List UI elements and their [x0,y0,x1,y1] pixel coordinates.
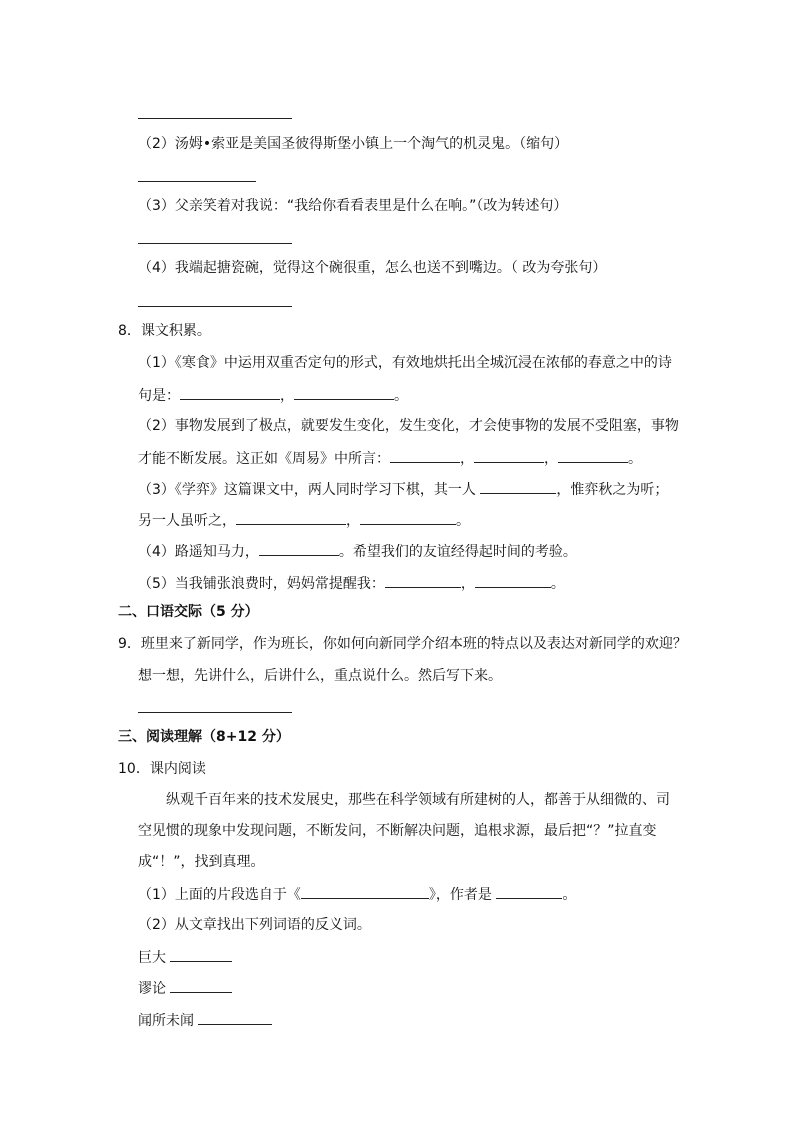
antonym-word: 谬论 [138,981,166,997]
period: 。 [456,513,470,529]
answer-blank[interactable] [294,386,394,400]
comma: ， [544,451,558,467]
q8-item-1-line1: （1）《寒食》中运用双重否定句的形式，有效地烘托出全城沉浸在浓郁的春意之中的诗 [138,355,672,371]
q8-item-1-prefix: 句是： [138,388,180,404]
q7-item-4: （4）我端起搪瓷碗，觉得这个碗很重，怎么也送不到嘴边。（ 改为夸张句） [138,260,607,276]
answer-blank[interactable] [301,885,429,899]
antonym-word-1 [138,948,232,967]
comma: ， [280,388,294,404]
comma: ， [460,451,474,467]
answer-blank[interactable] [170,948,232,962]
period: 。 [628,451,642,467]
section-3-title: 三、阅读理解（8+12 分） [118,729,290,745]
period: 。 [562,887,577,903]
q10-passage-line3: 成“！”，找到真理。 [138,854,265,870]
q10-sub-1 [138,885,576,904]
answer-blank[interactable] [480,480,556,494]
answer-blank[interactable] [259,542,339,556]
answer-line[interactable] [138,181,256,182]
q10-sub-1-mid: 》，作者是 [428,887,492,903]
q8-item-5-prefix: （5）当我铺张浪费时，妈妈常提醒我： [138,576,385,592]
q8-item-2-line1: （2）事物发展到了极点，就要发生变化，发生变化，才会使事物的发展不受阻塞，事物 [138,418,679,434]
answer-line[interactable] [138,118,292,119]
answer-blank[interactable] [475,574,551,588]
q10-passage-line2: 空见惯的现象中发现问题，不断发问，不断解决问题，追根求源，最后把“？”拉直变 [138,823,657,839]
q8-item-3-prefix2: 另一人虽听之， [138,513,236,529]
answer-line[interactable] [138,712,292,713]
q8-item-4-prefix: （4）路遥知马力， [138,544,259,560]
answer-blank[interactable] [496,885,562,899]
answer-blank[interactable] [360,511,456,525]
q10-passage-line1: 纵观千百年来的技术发展史，那些在科学领域有所建树的人，都善于从细微的、司 [166,792,670,808]
antonym-word-3 [138,1011,272,1030]
section-2-title: 二、口语交际（5 分） [118,604,259,620]
answer-line[interactable] [138,306,292,307]
q9-line1: 9．班里来了新同学，作为班长，你如何向新同学介绍本班的特点以及表达对新同学的欢迎？ [118,636,687,652]
q7-item-3: （3）父亲笑着对我说：“我给你看看表里是什么在响。”（改为转述句） [138,198,568,214]
q8-item-2-prefix: 才能不断发展。这正如《周易》中所言： [138,451,390,467]
antonym-word: 闻所未闻 [138,1013,194,1029]
q8-item-4-suffix: 。希望我们的友谊经得起时间的考验。 [338,544,577,560]
q10-title: 10．课内阅读 [118,761,206,777]
antonym-word-2 [138,979,232,998]
comma: ， [346,513,360,529]
comma: ， [460,576,475,592]
q8-item-3-line1 [138,480,668,499]
q7-item-2: （2）汤姆•索亚是美国圣彼得斯堡小镇上一个淘气的机灵鬼。（缩句） [138,136,569,152]
q8-item-3-suffix: ，惟弈秋之为听； [556,482,669,498]
antonym-word: 巨大 [138,950,166,966]
q10-sub-1-prefix: （1）上面的片段选自于《 [138,887,301,903]
answer-line[interactable] [138,243,292,244]
answer-blank[interactable] [558,449,628,463]
answer-blank[interactable] [180,386,280,400]
period: 。 [550,576,565,592]
q9-line2: 想一想，先讲什么，后讲什么，重点说什么。然后写下来。 [138,668,502,684]
q8-item-1-line2 [138,386,408,405]
answer-blank[interactable] [198,1011,272,1025]
answer-blank[interactable] [385,574,461,588]
answer-blank[interactable] [170,979,232,993]
answer-blank[interactable] [236,511,346,525]
q8-item-2-line2 [138,449,642,468]
answer-blank[interactable] [390,449,460,463]
q8-item-3-line2 [138,511,470,530]
q8-title: 8．课文积累。 [118,323,211,339]
period: 。 [394,388,408,404]
q10-sub-2: （2）从文章找出下列词语的反义词。 [138,917,371,933]
q8-item-4 [138,542,577,561]
q8-item-3-prefix: （3）《学弈》这篇课文中，两人同时学习下棋，其一人 [138,482,476,498]
q8-item-5 [138,574,565,593]
answer-blank[interactable] [474,449,544,463]
